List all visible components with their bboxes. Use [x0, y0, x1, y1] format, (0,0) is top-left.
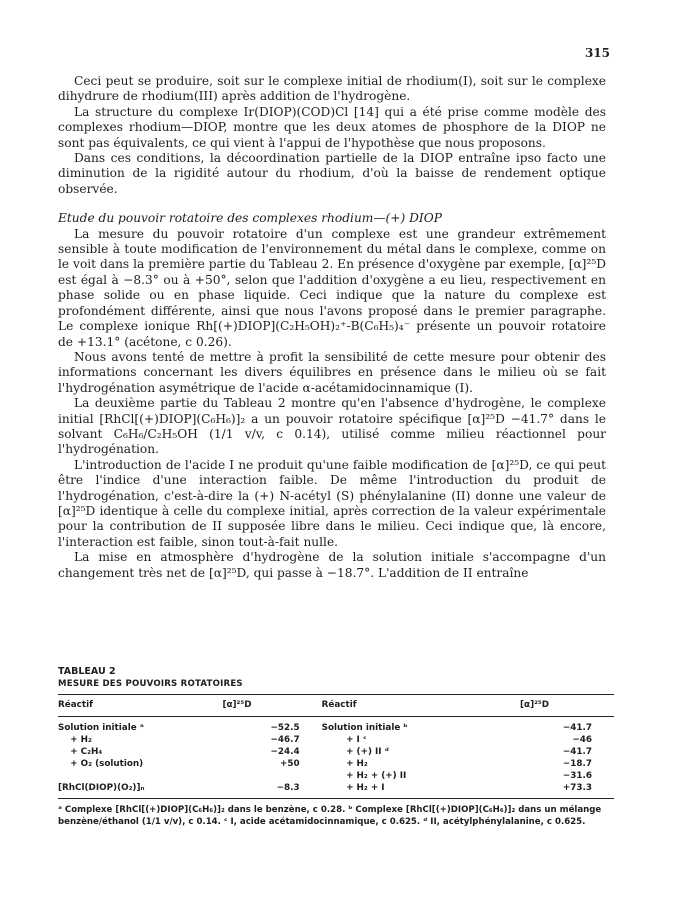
column-header-reactif: Réactif: [321, 700, 357, 710]
table-cell: [58, 770, 222, 782]
table-cell: + (+) II ᵈ: [321, 747, 389, 757]
table-cell: + H₂ + (+) II: [321, 771, 407, 781]
table-cell: + H₂ + I: [321, 783, 385, 793]
table-cell: −52.5: [270, 723, 300, 733]
table-cell: [RhCl(DIOP)(O₂)]ₙ: [58, 783, 145, 793]
table-cell: −31.6: [562, 771, 592, 781]
table-cell: −41.7: [562, 723, 592, 733]
section-heading: Etude du pouvoir rotatoire des complexes rhodium—(+) DIOP: [58, 211, 442, 226]
table-title: MESURE DES POUVOIRS ROTATOIRES: [58, 679, 243, 689]
table-cell: + H₂: [58, 735, 92, 745]
table-cell: + C₂H₄: [58, 747, 103, 757]
paragraph: Ceci peut se produire, soit sur le complexe initial de rhodium(I), soit sur le complexe dihydrure de rhodium(III) après addition de l'hydrogène.: [58, 74, 606, 104]
table-cell: −41.7: [562, 747, 592, 757]
column-header-alpha: [α]²⁵D: [520, 700, 550, 710]
table-cell: + O₂ (solution): [58, 759, 144, 769]
table-cell: −8.3: [276, 783, 300, 793]
body-text: [58, 74, 606, 581]
table-cell: Solution initiale ᵇ: [321, 723, 408, 733]
rotatory-power-table: [58, 694, 614, 799]
paragraph: L'introduction de l'acide I ne produit qu'une faible modification de [α]²⁵D, ce qui peut être l'indice d'une interaction faible. De même l'introduction du produit de l'hydrogénation, c'est-à-dire la (+) N-acétyl (S) phénylalanine (II) donne une valeur de [α]²⁵D identique à celle du complexe initial, après correction de la valeur expérimentale pour la contribution de II supposée libre dans le milieu. Ceci indique que, là encore, l'interaction est faible, sinon tout-à-fait nulle.: [58, 457, 606, 549]
table-label: TABLEAU 2: [58, 666, 116, 677]
paragraph: La mise en atmosphère d'hydrogène de la solution initiale s'accompagne d'un changement très net de [α]²⁵D, qui passe à −18.7°. L'addition de II entraîne: [58, 550, 606, 580]
table-row: [58, 782, 614, 799]
table-row: [58, 734, 614, 746]
table-cell: −46.7: [270, 735, 300, 745]
paragraph: La deuxième partie du Tableau 2 montre qu'en l'absence d'hydrogène, le complexe initial [RhCl[(+)DIOP](C₆H₆)]₂ a un pouvoir rotatoire spécifique [α]²⁵D −41.7° dans le solvant C₆H₆/C₂H₅OH (1/1 v/v, c 0.14), utilisé comme milieu réactionnel pour l'hydrogénation.: [58, 396, 606, 457]
paragraph: Nous avons tenté de mettre à profit la sensibilité de cette mesure pour obtenir des informations concernant les divers équilibres en présence dans le milieu où se fait l'hydrogénation asymétrique de l'acide α-acétamidocinnamique (I).: [58, 349, 606, 395]
column-header-reactif: Réactif: [58, 700, 93, 710]
table-section: [58, 665, 614, 828]
table-cell: + H₂: [321, 759, 368, 769]
table-footnote: ᵃ Complexe [RhCl[(+)DIOP](C₆H₆)]₂ dans le benzène, c 0.28. ᵇ Complexe [RhCl[(+)DIOP](C₆H₆)]₂ dans un mélange benzène/éthanol (1/1 v/v), c 0.14. ᶜ I, acide acétamidocinnamique, c 0.625. ᵈ II, acétylphénylalanine, c 0.625.: [58, 805, 602, 827]
table-cell: −46: [572, 735, 592, 745]
table-row: [58, 758, 614, 770]
table-cell: [222, 770, 321, 782]
table-header-row: [58, 695, 614, 717]
table-row: [58, 717, 614, 735]
column-header-alpha: [α]²⁵D: [222, 700, 252, 710]
table-cell: +50: [280, 759, 300, 769]
table-row: [58, 746, 614, 758]
page-number: 315: [584, 46, 610, 60]
table-row: [58, 770, 614, 782]
table-cell: −24.4: [270, 747, 300, 757]
paragraph: La mesure du pouvoir rotatoire d'un complexe est une grandeur extrêmement sensible à toute modification de l'environnement du métal dans le complexe, comme on le voit dans la première partie du Tableau 2. En présence d'oxygène par exemple, [α]²⁵D est égal à −8.3° ou à +50°, selon que l'addition d'oxygène a eu lieu, respectivement en phase solide ou en phase liquide. Ceci indique que la nature du complexe est profondément différente, ainsi que nous l'avons proposé dans le premier paragraphe. Le complexe ionique Rh[(+)DIOP](C₂H₅OH)₂⁺-B(C₆H₅)₄⁻ présente un pouvoir rotatoire de +13.1° (acétone, c 0.26).: [58, 226, 606, 349]
table-cell: Solution initiale ᵃ: [58, 723, 144, 733]
table-cell: +73.3: [562, 783, 592, 793]
table-cell: + I ᶜ: [321, 735, 367, 745]
table-cell: −18.7: [562, 759, 592, 769]
paragraph: La structure du complexe Ir(DIOP)(COD)Cl [14] qui a été prise comme modèle des complexes rhodium—DIOP, montre que les deux atomes de phosphore de la DIOP ne sont pas équivalents, ce qui vient à l'appui de l'hypothèse que nous proposons.: [58, 104, 606, 150]
paragraph: Dans ces conditions, la décoordination partielle de la DIOP entraîne ipso facto une diminution de la rigidité autour du rhodium, d'où la baisse de rendement optique observée.: [58, 151, 606, 196]
